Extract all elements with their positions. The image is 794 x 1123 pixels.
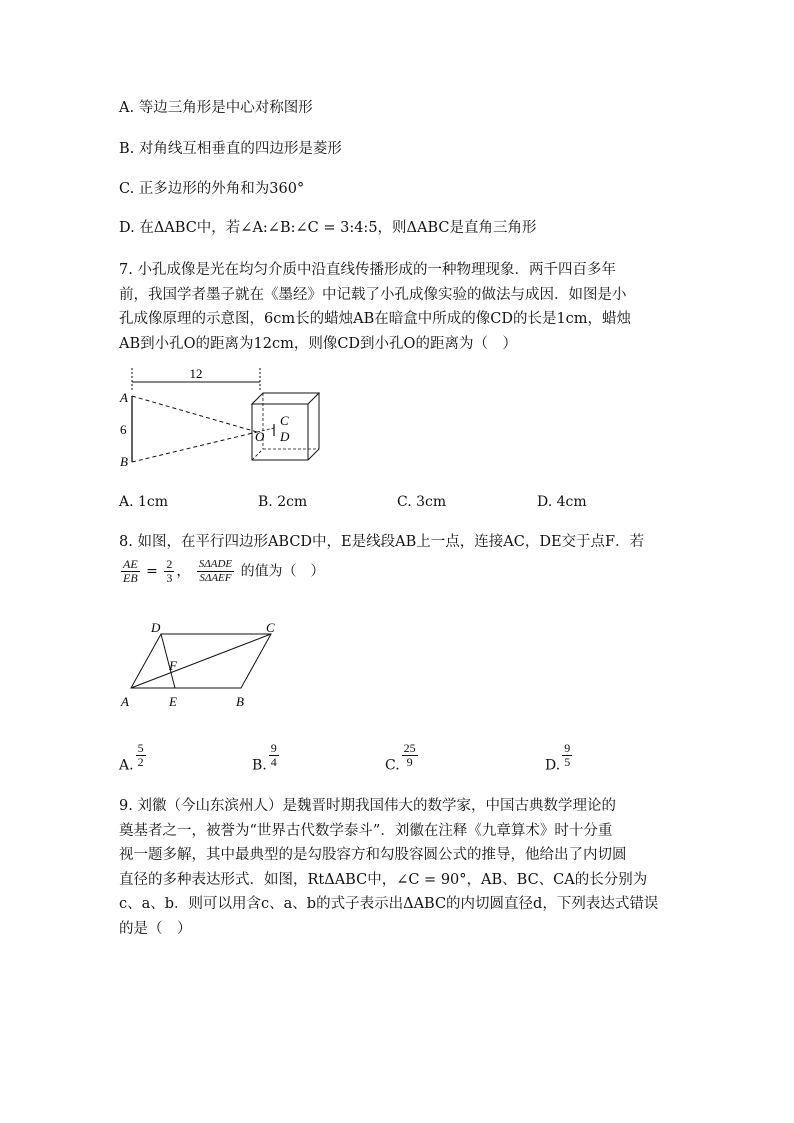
q9-line: 视一题多解，其中最典型的是勾股容方和勾股容圆公式的推导，他给出了内切圆: [119, 847, 627, 863]
q8-label-c: C: [266, 620, 275, 635]
q7-option-b: B. 2cm: [258, 494, 308, 510]
q7-stem: [119, 258, 689, 356]
q7-option-a: A. 1cm: [119, 494, 169, 510]
q8-option-a: A. $\frac{5}{2}$: [119, 741, 144, 774]
q8-label-b: B: [236, 694, 244, 709]
q7-figure: [112, 362, 352, 472]
q8-label-f: F: [169, 658, 177, 673]
q7-line: 前，我国学者墨子就在《墨经》中记载了小孔成像实验的做法与成因．如图是小: [119, 286, 627, 303]
q7-line: 孔成像原理的示意图，6cm长的蜡烛AB在暗盒中所成的像CD的长是1cm，蜡烛: [119, 311, 632, 327]
q8-line2-tail: 的值为（ ）: [240, 563, 325, 580]
q9-line: 奠基者之一，被誉为“世界古代数学泰斗”．刘徽在注释《九章算术》时十分重: [119, 822, 613, 839]
q7-box-hidden-d: [252, 449, 263, 460]
q8-area-fraction: $\frac{\text{SΔADE}}{\text{SΔAEF}}$: [198, 558, 233, 584]
q7-ray-b: [132, 432, 257, 462]
q7-label-o: O: [255, 429, 265, 444]
q7-box-right-bottom: [308, 449, 319, 460]
q8-option-c: C. $\frac{25}{9}$: [385, 741, 416, 774]
q7-option-c: C. 3cm: [397, 494, 447, 510]
q9-line: 直径的多种表达形式．如图，RtΔABC中，∠C = 90°，AB、BC、CA的长分别为: [119, 871, 648, 888]
q9-line: 9. 刘徽（今山东滨州人）是魏晋时期我国伟大的数学家，中国古典数学理论的: [119, 798, 616, 814]
q8-line2: $\frac{AE}{EB}$ = $\frac{2}{3}$ ， $\frac{\text{SΔADE}}{\text{SΔAEF}}$ 的值为（ ）: [123, 557, 325, 585]
q8-option-d: D. $\frac{9}{5}$: [545, 741, 571, 774]
q7-label-c: C: [280, 413, 289, 428]
q8-ratio-value: $\frac{2}{3}$: [166, 557, 173, 585]
q7-box-top: [252, 393, 319, 404]
q7-label-d: D: [280, 429, 290, 444]
q7-label-a: A: [120, 390, 128, 405]
q6-option-b: B. 对角线互相垂直的四边形是菱形: [119, 141, 342, 157]
q7-option-d: D. 4cm: [537, 494, 587, 510]
q9-line: c、a、b．则可以用含c、a、b的式子表示出ΔABC的内切圆直径d，下列表达式错误: [119, 896, 659, 912]
q8-option-b: B. $\frac{9}{4}$: [252, 741, 277, 774]
q9-stem: [119, 794, 689, 941]
q8-label-d: D: [151, 620, 161, 635]
q6-option-c: C. 正多边形的外角和为360°: [119, 181, 305, 197]
q8-ratio-fraction: $\frac{AE}{EB}$: [123, 557, 138, 585]
q9-line: 的是（ ）: [119, 920, 192, 937]
q7-label-12: 12: [189, 366, 203, 381]
q7-label-b: B: [120, 454, 128, 469]
q6-option-a: A. 等边三角形是中心对称图形: [119, 100, 313, 116]
q8-label-a: A: [121, 694, 129, 709]
q6-option-d: D. 在ΔABC中，若∠A:∠B:∠C = 3:4:5，则ΔABC是直角三角形: [119, 220, 537, 236]
q8-figure: [115, 616, 295, 712]
q8-diagonal-ac: [131, 634, 271, 688]
q7-line: AB到小孔O的距离为12cm，则像CD到小孔O的距离为（ ）: [119, 335, 517, 352]
q7-label-6: 6: [120, 422, 127, 437]
q8-line1: 8. 如图，在平行四边形ABCD中，E是线段AB上一点，连接AC，DE交于点F．若: [119, 534, 645, 550]
q7-ray-a: [132, 396, 257, 432]
q7-line: 7. 小孔成像是光在均匀介质中沿直线传播形成的一种物理现象．两千四百多年: [119, 262, 616, 278]
q8-label-e: E: [169, 694, 177, 709]
